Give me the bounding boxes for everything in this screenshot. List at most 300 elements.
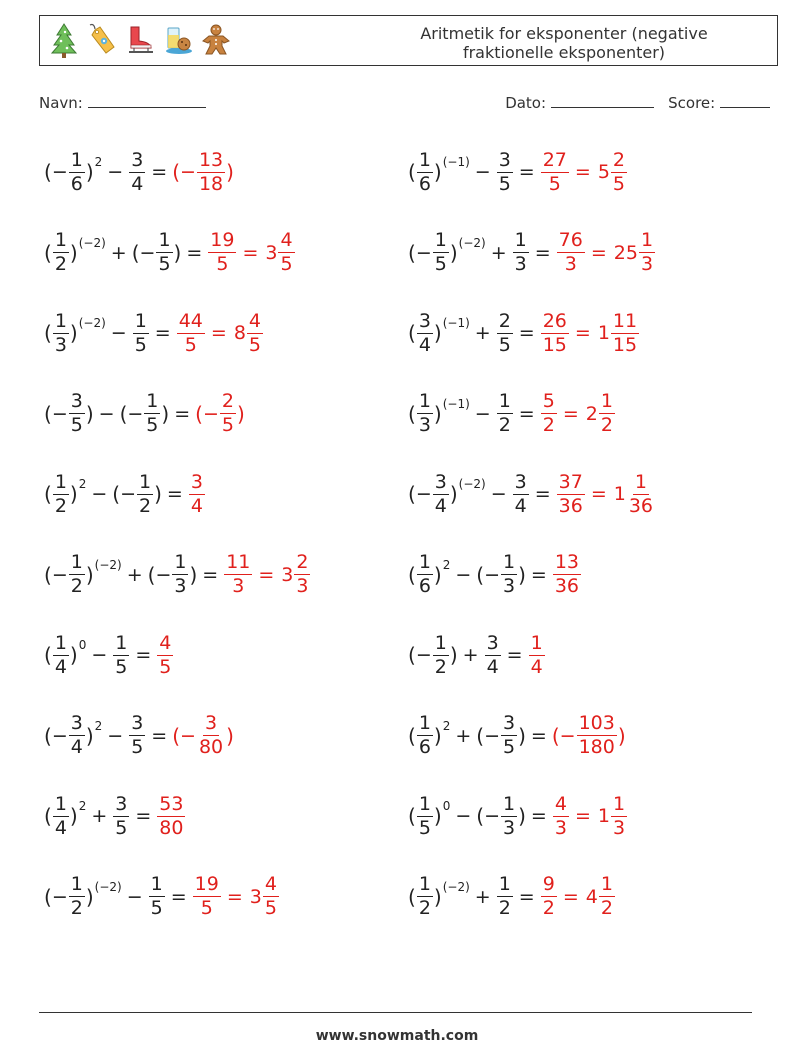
mixed-fraction [611, 792, 627, 839]
open-paren: ( [195, 401, 203, 426]
answer-fraction [541, 392, 557, 435]
mixed-whole: 1 [597, 805, 610, 827]
close-paren: ) [161, 401, 170, 426]
denominator: 5 [434, 253, 447, 275]
denominator: 5 [216, 253, 229, 275]
numerator: 3 [498, 148, 511, 171]
score-blank[interactable] [720, 93, 770, 108]
close-paren: ) [433, 321, 442, 345]
close-paren: ) [617, 723, 626, 748]
gift-tag-icon [86, 21, 118, 59]
problem-item [408, 466, 656, 522]
answer-fraction [189, 470, 205, 517]
denominator: 6 [418, 736, 431, 758]
denominator: 5 [612, 172, 626, 195]
milk-cookies-icon [162, 21, 194, 59]
denominator: 80 [198, 736, 224, 758]
denominator: 5 [184, 333, 197, 356]
close-paren: ) [226, 723, 234, 748]
problem-item [44, 788, 186, 844]
open-paren: ( [44, 643, 52, 667]
answer [207, 231, 295, 274]
denominator: 4 [434, 494, 447, 517]
answer-fraction [197, 148, 225, 195]
numerator: 4 [159, 631, 172, 654]
close-paren: ) [85, 562, 94, 587]
numerator: 1 [70, 148, 83, 171]
numerator: 11 [226, 551, 251, 573]
numerator: 1 [434, 631, 447, 654]
gingerbread-man-icon [200, 21, 232, 59]
minus-sign: − [484, 563, 501, 586]
numerator: 4 [264, 873, 277, 895]
operator: − [98, 402, 115, 425]
numerator: 1 [158, 229, 171, 251]
numerator: 1 [134, 309, 147, 332]
numerator: 103 [578, 712, 615, 734]
operator: + [474, 885, 491, 908]
numerator: 4 [554, 792, 567, 815]
open-paren: ( [112, 482, 121, 506]
open-paren: ( [476, 723, 485, 748]
open-paren: ( [131, 240, 140, 265]
mixed-fraction [247, 309, 263, 356]
numerator: 3 [131, 712, 144, 734]
open-paren: ( [551, 723, 560, 748]
numerator: 4 [248, 309, 262, 332]
problem-item [44, 466, 206, 522]
denominator: 2 [498, 897, 511, 919]
equals-sign: = [574, 322, 591, 344]
operator: − [490, 483, 507, 505]
denominator: 2 [434, 655, 447, 678]
answer [172, 714, 234, 757]
numerator: 37 [558, 470, 583, 493]
denominator: 5 [146, 414, 159, 436]
second-fraction [156, 231, 172, 274]
numerator: 3 [115, 792, 128, 815]
denominator: 5 [418, 816, 431, 839]
operator: − [107, 161, 124, 183]
denominator: 3 [514, 253, 527, 275]
base-fraction [417, 148, 433, 195]
equals-sign: = [170, 885, 187, 908]
answer-fraction [208, 231, 236, 274]
exponent: (−2) [94, 879, 122, 894]
numerator: 1 [54, 631, 67, 654]
denominator: 4 [418, 333, 431, 356]
numerator: 1 [434, 229, 447, 251]
problem-item [408, 627, 546, 683]
minus-sign: − [155, 563, 172, 586]
answer [540, 148, 628, 195]
open-paren: ( [44, 240, 52, 265]
numerator: 3 [486, 631, 499, 654]
second-fraction [172, 553, 188, 596]
answer-fraction [157, 792, 185, 839]
mixed-fraction [627, 470, 655, 517]
denominator: 4 [54, 655, 67, 678]
mixed-fraction [599, 392, 615, 435]
denominator: 2 [139, 494, 152, 517]
operator: − [455, 805, 472, 827]
mixed-whole: 5 [597, 161, 610, 183]
problem-item [408, 144, 628, 200]
close-paren: ) [433, 401, 442, 426]
close-paren: ) [518, 562, 526, 587]
equals-sign: = [574, 161, 591, 183]
numerator: 1 [498, 390, 511, 412]
open-paren: ( [408, 804, 416, 828]
answer [176, 309, 264, 356]
numerator: 1 [54, 470, 67, 493]
answer-fraction [553, 553, 581, 596]
header-icons [48, 21, 232, 59]
exponent: 0 [78, 638, 87, 652]
exponent: 2 [94, 718, 103, 733]
mixed-fraction [639, 231, 655, 274]
problem-item [44, 225, 296, 281]
exponent: (−2) [442, 879, 470, 894]
open-paren: ( [44, 884, 52, 909]
denominator: 5 [264, 897, 277, 919]
denominator: 3 [296, 575, 309, 597]
denominator: 15 [612, 333, 638, 356]
answer-fraction [157, 631, 173, 678]
equals-sign: = [518, 402, 535, 425]
second-fraction [133, 309, 149, 356]
second-fraction [513, 231, 529, 274]
equals-sign: = [226, 885, 243, 908]
close-paren: ) [85, 884, 94, 909]
numerator: 1 [640, 229, 654, 251]
denominator: 4 [54, 816, 67, 839]
open-paren: ( [119, 401, 128, 426]
exponent: (−2) [458, 477, 486, 491]
base-fraction [417, 714, 433, 757]
mixed-whole: 3 [281, 563, 294, 586]
equals-sign: = [590, 483, 607, 505]
numerator: 1 [115, 631, 128, 654]
mixed-whole: 4 [585, 885, 598, 908]
close-paren: ) [85, 723, 94, 748]
numerator: 1 [600, 390, 613, 412]
open-paren: ( [44, 562, 52, 587]
close-paren: ) [69, 240, 78, 265]
second-fraction [113, 792, 129, 839]
numerator: 2 [612, 148, 626, 171]
exponent: 0 [442, 799, 451, 813]
operator: + [474, 322, 491, 344]
exponent: 2 [442, 718, 451, 733]
denominator: 3 [232, 575, 245, 597]
numerator: 1 [418, 148, 431, 171]
denominator: 5 [115, 816, 128, 839]
footer-url: www.snowmath.com [315, 1028, 479, 1044]
numerator: 13 [198, 148, 224, 171]
numerator: 1 [418, 712, 431, 734]
minus-sign: − [127, 402, 144, 425]
second-fraction [137, 470, 153, 517]
open-paren: ( [408, 884, 416, 909]
name-blank[interactable] [88, 93, 206, 108]
numerator: 9 [542, 873, 555, 895]
answer [156, 792, 186, 839]
minus-sign: − [51, 724, 68, 747]
answer-fraction [541, 309, 569, 356]
base-fraction [53, 231, 69, 274]
minus-sign: − [484, 724, 501, 747]
denominator: 5 [70, 414, 83, 436]
operator: + [462, 644, 479, 666]
denominator: 5 [248, 333, 262, 356]
date-label: Dato: [505, 94, 547, 112]
numerator: 2 [296, 551, 309, 573]
numerator: 1 [418, 551, 431, 573]
worksheet-title: Aritmetik for eksponenter (negative fraktionelle eksponenter) [420, 24, 708, 62]
numerator: 1 [418, 792, 431, 815]
close-paren: ) [85, 401, 94, 426]
problem-item [408, 225, 656, 281]
denominator: 3 [503, 575, 516, 597]
close-paren: ) [433, 804, 442, 828]
minus-sign: − [180, 724, 196, 747]
denominator: 2 [418, 897, 431, 919]
numerator: 3 [190, 470, 203, 493]
equals-sign: = [534, 483, 551, 505]
second-fraction [497, 875, 513, 918]
answer-fraction [577, 714, 617, 757]
equals-sign: = [590, 241, 607, 264]
denominator: 2 [542, 414, 555, 436]
denominator: 15 [542, 333, 567, 356]
base-fraction [417, 792, 433, 839]
operator: − [126, 885, 143, 908]
minus-sign: − [51, 161, 68, 183]
open-paren: ( [172, 160, 181, 184]
numerator: 1 [418, 873, 431, 895]
answer [540, 309, 640, 356]
numerator: 1 [503, 792, 516, 815]
denominator: 5 [498, 172, 511, 195]
denominator: 5 [134, 333, 147, 356]
close-paren: ) [433, 160, 442, 184]
answer-fraction [557, 470, 585, 517]
close-paren: ) [69, 482, 78, 506]
denominator: 2 [542, 897, 555, 919]
date-blank[interactable] [551, 93, 654, 108]
denominator: 4 [131, 172, 144, 195]
second-fraction [129, 714, 145, 757]
mixed-whole: 25 [613, 241, 638, 264]
numerator: 1 [70, 873, 83, 895]
base-fraction [53, 470, 69, 517]
close-paren: ) [173, 240, 182, 265]
exponent: 2 [94, 155, 103, 169]
equals-sign: = [530, 805, 547, 827]
name-field [39, 93, 206, 112]
base-fraction [433, 231, 449, 274]
ice-skate-icon [124, 21, 156, 59]
minus-sign: − [415, 241, 432, 264]
minus-sign: − [51, 563, 68, 586]
numerator: 1 [54, 309, 67, 332]
denominator: 2 [600, 414, 613, 436]
numerator: 1 [498, 873, 511, 895]
base-fraction [69, 392, 85, 435]
denominator: 4 [530, 655, 543, 678]
numerator: 1 [139, 470, 152, 493]
answer-fraction [224, 553, 252, 596]
equals-sign: = [506, 644, 523, 666]
close-paren: ) [85, 160, 94, 184]
base-fraction [417, 553, 433, 596]
base-fraction [433, 470, 449, 517]
mixed-fraction [263, 875, 279, 918]
close-paren: ) [518, 723, 526, 748]
mixed-whole: 1 [613, 483, 626, 505]
base-fraction [53, 309, 69, 356]
denominator: 18 [198, 172, 224, 195]
open-paren: ( [44, 804, 52, 828]
christmas-tree-icon [48, 21, 80, 59]
equals-sign: = [186, 241, 203, 264]
second-fraction [497, 392, 513, 435]
minus-sign: − [559, 724, 576, 747]
numerator: 76 [558, 229, 583, 251]
open-paren: ( [44, 401, 52, 426]
equals-sign: = [518, 885, 535, 908]
operator: + [91, 805, 108, 827]
mixed-fraction [278, 231, 294, 274]
open-paren: ( [408, 643, 416, 667]
open-paren: ( [44, 723, 52, 748]
problem-item [44, 386, 245, 442]
denominator: 3 [612, 816, 626, 839]
denominator: 5 [131, 736, 144, 758]
mixed-whole: 8 [233, 322, 246, 344]
numerator: 5 [542, 390, 555, 412]
denominator: 3 [564, 253, 577, 275]
open-paren: ( [44, 482, 52, 506]
answer [556, 231, 656, 274]
numerator: 1 [150, 873, 163, 895]
numerator: 26 [542, 309, 567, 332]
exponent: (−1) [442, 155, 470, 169]
answer [540, 392, 616, 435]
minus-sign: − [484, 805, 501, 827]
answer [188, 470, 206, 517]
mixed-whole: 3 [265, 241, 278, 264]
open-paren: ( [408, 723, 416, 748]
answer [556, 470, 656, 517]
numerator: 1 [600, 873, 613, 895]
denominator: 3 [503, 816, 516, 839]
operator: − [455, 563, 472, 586]
close-paren: ) [154, 482, 162, 506]
equals-sign: = [562, 402, 579, 425]
equals-sign: = [210, 322, 227, 344]
operator: − [474, 161, 491, 183]
equals-sign: = [530, 563, 547, 586]
numerator: 3 [70, 712, 83, 734]
answer-fraction [220, 392, 236, 435]
denominator: 80 [159, 816, 184, 839]
base-fraction [417, 392, 433, 435]
numerator: 1 [418, 390, 431, 412]
numerator: 3 [131, 148, 144, 171]
equals-sign: = [518, 161, 535, 183]
base-fraction [53, 631, 69, 678]
open-paren: ( [408, 240, 416, 265]
open-paren: ( [172, 723, 181, 748]
equals-sign: = [534, 241, 551, 264]
answer-fraction [529, 631, 545, 678]
base-fraction [69, 875, 85, 918]
denominator: 6 [418, 575, 431, 597]
numerator: 3 [418, 309, 431, 332]
close-paren: ) [69, 804, 78, 828]
minus-sign: − [415, 483, 432, 505]
exponent: (−1) [442, 316, 470, 330]
second-fraction [501, 792, 517, 839]
second-fraction [501, 553, 517, 596]
close-paren: ) [518, 804, 526, 828]
equals-sign: = [174, 402, 191, 425]
denominator: 2 [54, 494, 67, 517]
numerator: 2 [498, 309, 511, 332]
footer-divider [39, 1012, 752, 1013]
second-fraction [129, 148, 145, 195]
problem-item [44, 547, 311, 603]
base-fraction [417, 309, 433, 356]
base-fraction [417, 875, 433, 918]
denominator: 4 [190, 494, 203, 517]
denominator: 4 [70, 736, 83, 758]
denominator: 5 [280, 253, 293, 275]
denominator: 180 [578, 736, 615, 758]
numerator: 1 [70, 551, 83, 573]
denominator: 5 [150, 897, 163, 919]
numerator: 1 [634, 470, 647, 493]
numerator: 1 [174, 551, 187, 573]
open-paren: ( [44, 160, 52, 184]
equals-sign: = [242, 241, 259, 264]
open-paren: ( [408, 160, 416, 184]
operator: − [91, 483, 108, 505]
denominator: 2 [600, 897, 613, 919]
close-paren: ) [226, 160, 234, 184]
base-fraction [53, 792, 69, 839]
numerator: 53 [159, 792, 184, 815]
equals-sign: = [166, 483, 183, 505]
denominator: 5 [548, 172, 561, 195]
minus-sign: − [51, 402, 68, 425]
second-fraction [149, 875, 165, 918]
second-fraction [513, 470, 529, 517]
equals-sign: = [530, 724, 547, 747]
denominator: 2 [70, 897, 83, 919]
problem-item [408, 708, 626, 764]
denominator: 3 [174, 575, 187, 597]
problem-item [44, 627, 174, 683]
close-paren: ) [236, 401, 245, 426]
close-paren: ) [69, 643, 78, 667]
mixed-fraction [611, 309, 639, 356]
equals-sign: = [518, 322, 535, 344]
equals-sign: = [562, 885, 579, 908]
numerator: 19 [194, 873, 219, 895]
